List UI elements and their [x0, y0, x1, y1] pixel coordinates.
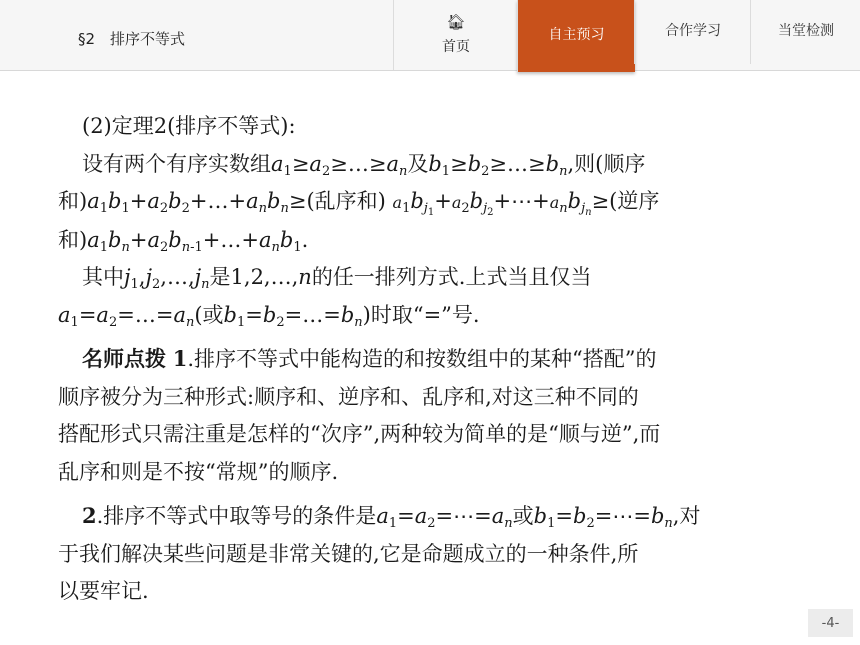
tab-class-test[interactable]: [750, 0, 860, 64]
tab-self-preview[interactable]: [517, 0, 635, 72]
tip-1-cont: 顺序被分为三种形式:顺序和、逆序和、乱序和,对这三种不同的: [58, 384, 639, 409]
tip-number: 1: [172, 346, 188, 371]
theorem-text: 和): [58, 189, 88, 213]
theorem-text: ,则(顺序: [567, 151, 646, 176]
theorem-heading: (2)定理2(排序不等式):: [82, 114, 296, 138]
theorem-line-2: 和)$a_1b_1+a_2b_2+\dots+a_nb_n\ge$(乱序和) $a_1b_{j_1}+a_2b_{j_2}+\cdots+a_nb_{j_n}\ge$(逆序: [58, 189, 660, 218]
theorem-line-3: 和)$a_1b_n+a_2b_{n-1}+\dots+a_nb_1$.: [58, 227, 309, 255]
equality-line: $a_1=a_2=\dots=a_n$(或$b_1=b_2=\dots=b_n$)时取“=”号.: [58, 302, 480, 330]
condition-text: 是1,2,…,: [209, 265, 299, 289]
page-number: -4-: [808, 609, 853, 637]
equality-text: )时取“=”号.: [362, 302, 480, 327]
tip-1: [58, 340, 788, 379]
tab-cooperative-learning[interactable]: [634, 0, 751, 64]
tab-class-test-label: 当堂检测: [778, 23, 834, 39]
theorem-text: 设有两个有序实数组: [82, 151, 271, 176]
condition-text: 的任一排列方式.上式当且仅当: [311, 265, 592, 289]
tip-2: 2.排序不等式中取等号的条件是$a_1=a_2=\cdots=a_n$或$b_1=b_2=\cdots=b_n$,对: [82, 503, 701, 531]
theorem-text: ≥(逆序: [591, 189, 660, 213]
tip-2-cont: 以要牢记.: [58, 579, 149, 603]
condition-text: 其中: [82, 265, 124, 289]
tab-cooperative-learning-label: 合作学习: [665, 23, 721, 39]
home-icon: 🏠︎: [446, 13, 466, 31]
section-title: §2 排序不等式: [78, 30, 186, 48]
theorem-text: 和): [58, 227, 88, 252]
theorem-text: ≥(乱序和): [288, 189, 393, 213]
tip-text: ,对: [672, 504, 701, 528]
tip-text: .排序不等式中能构造的和按数组中的某种“搭配”的: [187, 347, 657, 371]
slide-content: [58, 108, 788, 611]
tip-text: 或: [512, 504, 534, 528]
tab-self-preview-label: 自主预习: [548, 27, 605, 43]
home-button[interactable]: [393, 0, 518, 70]
theorem-line-1: 设有两个有序实数组$a_1\ge a_2\ge\dots\ge a_n$及$b_1\ge b_2\ge\dots\ge b_n$,则(顺序: [82, 151, 646, 179]
tip-number: 2: [82, 503, 97, 528]
tip-1-cont: 搭配形式只需注重是怎样的“次序”,两种较为简单的是“顺与逆”,而: [58, 422, 661, 446]
condition-line: 其中$j_1,j_2,\dots,j_n$是1,2,…,n的任一排列方式.上式当且仅当: [82, 265, 592, 292]
home-label: 首页: [442, 39, 470, 55]
tip-2-cont: 于我们解决某些问题是非常关键的,它是命题成立的一种条件,所: [58, 541, 639, 566]
tip-1-cont: 乱序和则是不按“常规”的顺序.: [58, 459, 339, 484]
tip-text: .排序不等式中取等号的条件是: [96, 504, 377, 528]
tip-label: 名师点拨: [82, 346, 166, 371]
top-navigation-bar: [0, 0, 860, 71]
